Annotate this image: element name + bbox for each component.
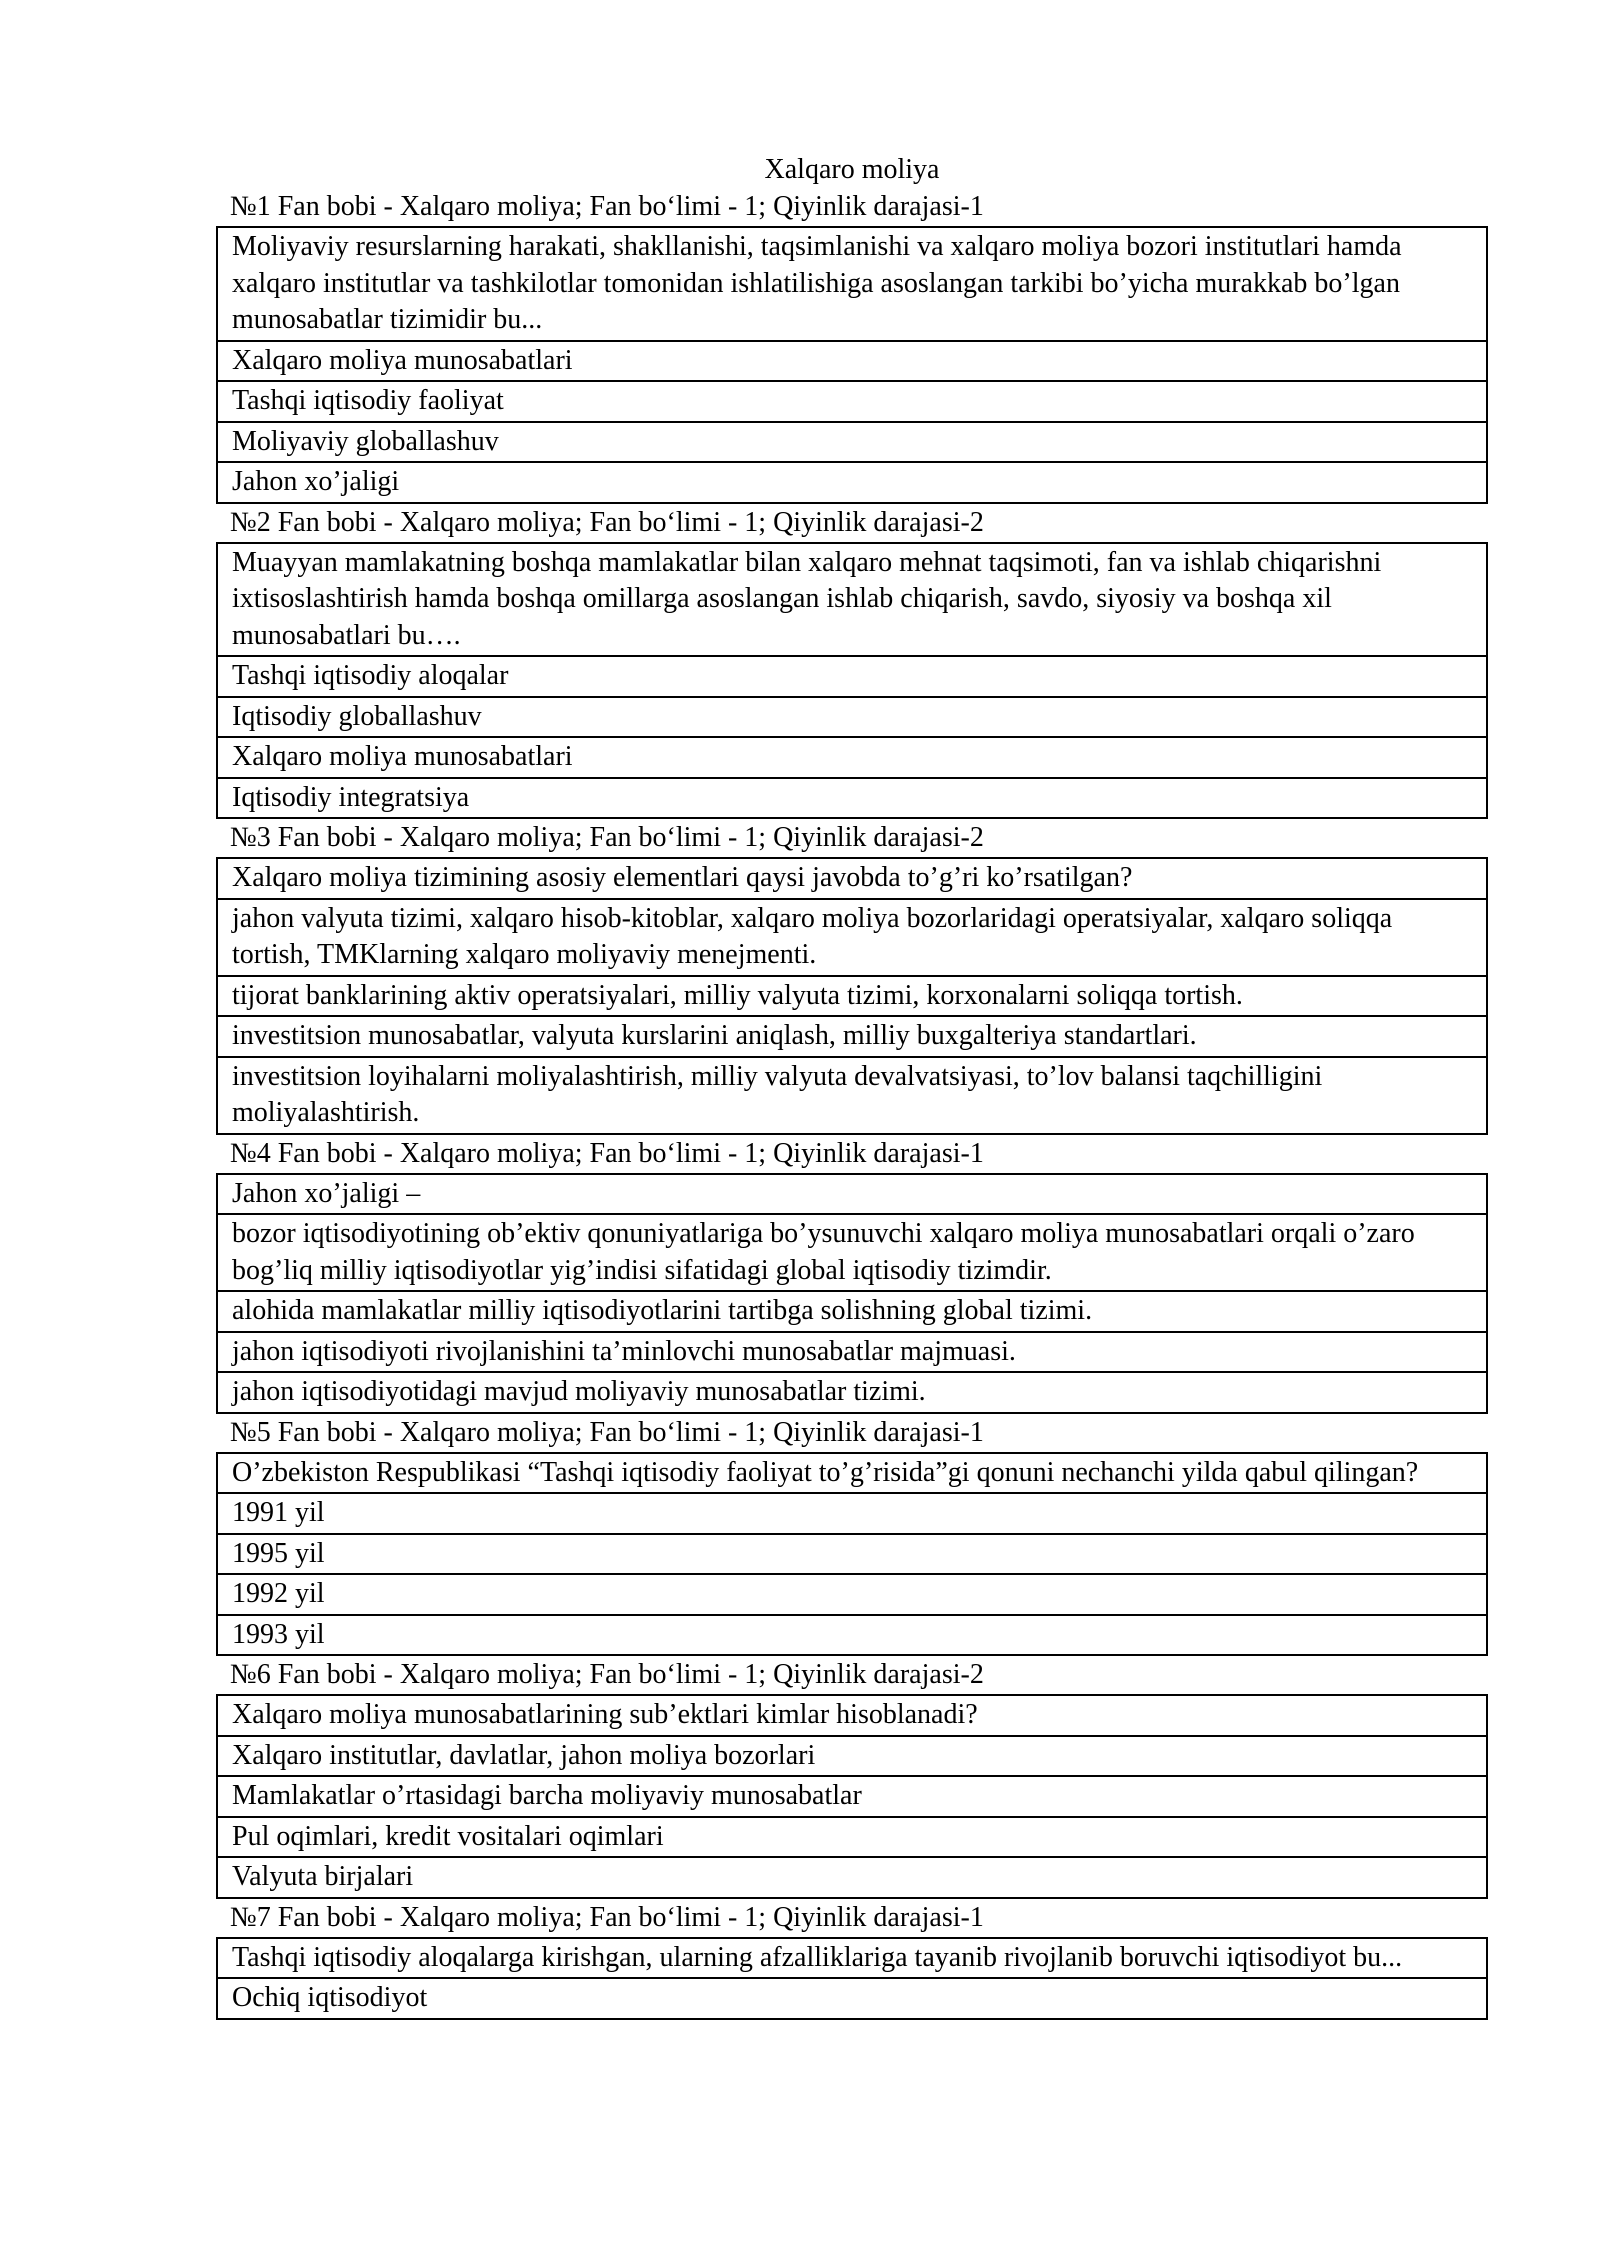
question-block-5: [216, 1414, 1488, 1657]
answer-option: investitsion loyihalarni moliyalashtirish, milliy valyuta devalvatsiyasi, to’lov balansi taqchilligini moliyalashtirish.: [218, 1058, 1486, 1135]
question-block-2: [216, 504, 1488, 820]
document-title: Xalqaro moliya: [764, 154, 940, 185]
answer-option: Xalqaro moliya munosabatlari: [218, 738, 1486, 779]
question-header: №2 Fan bobi - Xalqaro moliya; Fan bo‘limi - 1; Qiyinlik darajasi-2: [230, 506, 984, 538]
question-header: №5 Fan bobi - Xalqaro moliya; Fan bo‘limi - 1; Qiyinlik darajasi-1: [230, 1416, 984, 1448]
question-block-6: [216, 1656, 1488, 1899]
answer-option: Iqtisodiy globallashuv: [218, 698, 1486, 739]
answer-option: jahon valyuta tizimi, xalqaro hisob-kitoblar, xalqaro moliya bozorlaridagi operatsiyalar, xalqaro soliqqa tortish, TMKlarning xalqaro moliyaviy menejmenti.: [218, 900, 1486, 977]
answer-option: Pul oqimlari, kredit vositalari oqimlari: [218, 1818, 1486, 1859]
answer-option: bozor iqtisodiyotining ob’ektiv qonuniyatlariga bo’ysunuvchi xalqaro moliya munosabatlari orqali o’zaro bog’liq milliy iqtisodiyotlar yig’indisi sifatidagi global iqtisodiy tizimdir.: [218, 1215, 1486, 1292]
answer-option: Valyuta birjalari: [218, 1858, 1486, 1899]
question-header: №4 Fan bobi - Xalqaro moliya; Fan bo‘limi - 1; Qiyinlik darajasi-1: [230, 1137, 984, 1169]
question-table: [216, 1694, 1488, 1899]
answer-option: investitsion munosabatlar, valyuta kurslarini aniqlash, milliy buxgalteriya standartlari.: [218, 1017, 1486, 1058]
question-text: Moliyaviy resurslarning harakati, shakllanishi, taqsimlanishi va xalqaro moliya bozori institutlari hamda xalqaro institutlar va tashkilotlar tomonidan ishlatilishiga asoslangan tarkibi bo’yicha murakkab bo’lgan munosabatlar tizimidir bu...: [218, 228, 1486, 342]
answer-option: 1991 yil: [218, 1494, 1486, 1535]
question-table: [216, 542, 1488, 820]
answer-option: Xalqaro moliya munosabatlari: [218, 342, 1486, 383]
answer-option: alohida mamlakatlar milliy iqtisodiyotlarini tartibga solishning global tizimi.: [218, 1292, 1486, 1333]
question-header: №7 Fan bobi - Xalqaro moliya; Fan bo‘limi - 1; Qiyinlik darajasi-1: [230, 1901, 984, 1933]
answer-option: Jahon xo’jaligi: [218, 463, 1486, 504]
answer-option: Xalqaro institutlar, davlatlar, jahon moliya bozorlari: [218, 1737, 1486, 1778]
answer-option: jahon iqtisodiyotidagi mavjud moliyaviy munosabatlar tizimi.: [218, 1373, 1486, 1414]
question-table: [216, 857, 1488, 1135]
question-text: Xalqaro moliya munosabatlarining sub’ektlari kimlar hisoblanadi?: [218, 1696, 1486, 1737]
question-text: Xalqaro moliya tizimining asosiy elementlari qaysi javobda to’g’ri ko’rsatilgan?: [218, 859, 1486, 900]
question-table: [216, 1937, 1488, 2020]
answer-option: Iqtisodiy integratsiya: [218, 779, 1486, 820]
question-table: [216, 1173, 1488, 1414]
answer-option: 1992 yil: [218, 1575, 1486, 1616]
question-table: [216, 226, 1488, 504]
question-text: Muayyan mamlakatning boshqa mamlakatlar bilan xalqaro mehnat taqsimoti, fan va ishlab chiqarishni ixtisoslashtirish hamda boshqa omillarga asoslangan ishlab chiqarish, savdo, siyosiy va boshqa xil munosabatlari bu….: [218, 544, 1486, 658]
question-block-4: [216, 1135, 1488, 1414]
answer-option: Ochiq iqtisodiyot: [218, 1979, 1486, 2020]
question-block-3: [216, 819, 1488, 1135]
question-text: Jahon xo’jaligi –: [218, 1175, 1486, 1216]
document-page: [216, 152, 1488, 2020]
question-table: [216, 1452, 1488, 1657]
answer-option: tijorat banklarining aktiv operatsiyalari, milliy valyuta tizimi, korxonalarni soliqqa tortish.: [218, 977, 1486, 1018]
question-header: №3 Fan bobi - Xalqaro moliya; Fan bo‘limi - 1; Qiyinlik darajasi-2: [230, 822, 984, 853]
question-header: №1 Fan bobi - Xalqaro moliya; Fan bo‘limi - 1; Qiyinlik darajasi-1: [230, 191, 984, 222]
answer-option: 1995 yil: [218, 1535, 1486, 1576]
question-header: №6 Fan bobi - Xalqaro moliya; Fan bo‘limi - 1; Qiyinlik darajasi-2: [230, 1659, 984, 1690]
question-block-7: [216, 1899, 1488, 2020]
answer-option: 1993 yil: [218, 1616, 1486, 1657]
answer-option: Mamlakatlar o’rtasidagi barcha moliyaviy munosabatlar: [218, 1777, 1486, 1818]
question-text: Tashqi iqtisodiy aloqalarga kirishgan, ularning afzalliklariga tayanib rivojlanib boruvchi iqtisodiyot bu...: [218, 1939, 1486, 1980]
answer-option: Moliyaviy globallashuv: [218, 423, 1486, 464]
answer-option: Tashqi iqtisodiy aloqalar: [218, 657, 1486, 698]
question-text: O’zbekiston Respublikasi “Tashqi iqtisodiy faoliyat to’g’risida”gi qonuni nechanchi yilda qabul qilingan?: [218, 1454, 1486, 1495]
question-block-1: [216, 188, 1488, 504]
answer-option: Tashqi iqtisodiy faoliyat: [218, 382, 1486, 423]
answer-option: jahon iqtisodiyoti rivojlanishini ta’minlovchi munosabatlar majmuasi.: [218, 1333, 1486, 1374]
